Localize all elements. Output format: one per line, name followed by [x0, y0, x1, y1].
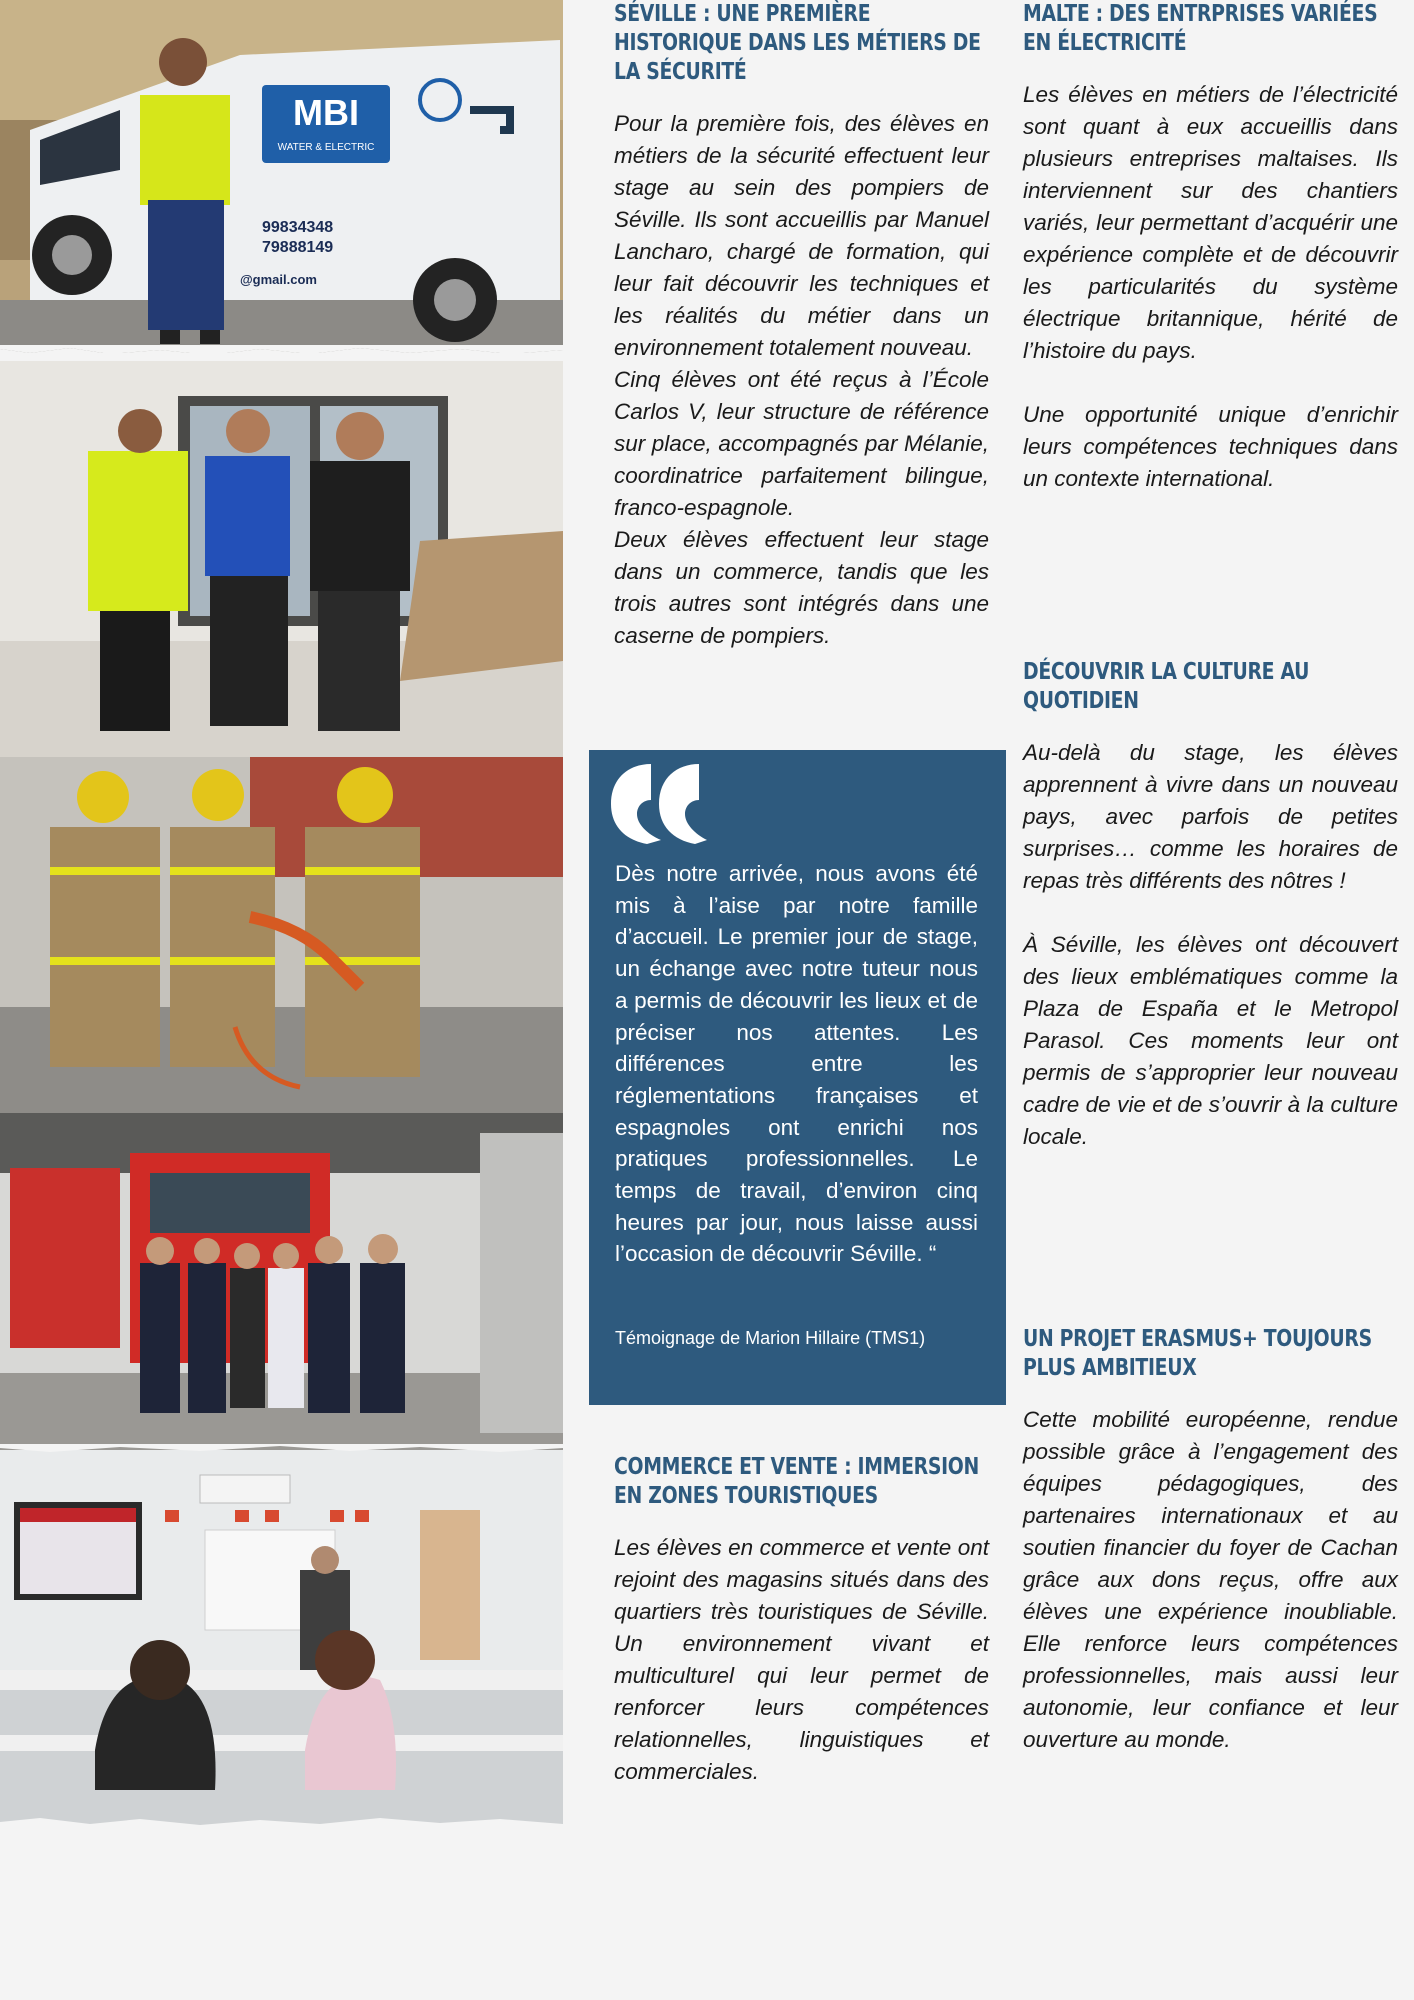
van-logo-subtext: WATER & ELECTRIC	[277, 142, 375, 153]
paragraph: Cinq élèves ont été reçus à l’École Carlos V, leur structure de référence sur place, accompagnés par Mélanie, coordinatrice parfaitement bilingue, franco-espagnole.	[614, 367, 989, 520]
torn-edge-divider	[0, 1816, 563, 1830]
paragraph: Deux élèves effectuent leur stage dans un commerce, tandis que les trois autres sont intégrés dans une caserne de pompiers.	[614, 527, 989, 648]
section-heading: UN PROJET ERASMUS+ TOUJOURS PLUS AMBITIEUX	[1023, 1326, 1372, 1381]
photo-firefighters-gear	[0, 757, 563, 1113]
section-heading: COMMERCE ET VENTE : IMMERSION EN ZONES TOURISTIQUES	[614, 1454, 979, 1509]
paragraph: Les élèves en métiers de l’électricité sont quant à eux accueillis dans plusieurs entreprises maltaises. Ils interviennent sur des chantiers variés, leur permettant d’acquérir une expérience complète et de découvrir les particularités du système électrique britannique, hérité de l’histoire du pays.	[1023, 82, 1398, 363]
section-seville-security	[614, 0, 989, 652]
section-erasmus	[1023, 1325, 1398, 1756]
photo-fire-station-group	[0, 1113, 563, 1450]
section-body	[1023, 737, 1398, 1153]
paragraph: Les élèves en commerce et vente ont rejoint des magasins situés dans des quartiers très touristiques de Séville. Un environnement vivant et multiculturel qui leur permet de renforcer leurs compétences relationnelles, linguistiques et commerciales.	[614, 1535, 989, 1784]
torn-edge-divider	[0, 1444, 563, 1454]
paragraph: Cette mobilité européenne, rendue possible grâce à l’engagement des équipes pédagogiques, des partenaires internationaux et au soutien financier du foyer de Cachan grâce aux dons reçus, offre aux élèves une expérience inoubliable. Elle renforce leurs compétences professionnelles, mais aussi leur autonomie, leur confiance et leur ouverture au monde.	[1023, 1407, 1398, 1752]
section-body	[614, 1532, 989, 1788]
section-body	[1023, 1404, 1398, 1756]
quote-mark-icon	[607, 760, 707, 846]
section-culture	[1023, 658, 1398, 1153]
section-body	[614, 108, 989, 652]
van-email: @gmail.com	[240, 272, 317, 287]
van-phone-2: 79888149	[262, 239, 334, 256]
section-heading: DÉCOUVRIR LA CULTURE AU QUOTIDIEN	[1023, 659, 1310, 714]
photo-strip	[0, 0, 563, 1830]
torn-edge-divider	[0, 345, 563, 359]
section-malta	[1023, 0, 1398, 495]
photo-apartment	[0, 361, 563, 757]
paragraph: Pour la première fois, des élèves en métiers de la sécurité effectuent leur stage au sein des pompiers de Séville. Ils sont accueillis par Manuel Lancharo, chargé de formation, qui leur fait découvrir les techniques et les réalités du métier dans un environnement totalement nouveau.	[614, 111, 989, 360]
paragraph: Une opportunité unique d’enrichir leurs compétences techniques dans un contexte international.	[1023, 402, 1398, 491]
section-heading: MALTE : DES ENTRPRISES VARIÉES EN ÉLECTRICITÉ	[1023, 1, 1378, 56]
van-logo-text: MBI	[293, 92, 359, 133]
section-heading: SÉVILLE : UNE PREMIÈRE HISTORIQUE DANS LES MÉTIERS DE LA SÉCURITÉ	[614, 1, 981, 85]
quote-text: Dès notre arrivée, nous avons été mis à l’aise par notre famille d’accueil. Le premier jour de stage, un échange avec notre tuteur nous a permis de découvrir les lieux et de préciser nos attentes. Les différences entre les réglementations françaises et espagnoles ont enrichi nos pratiques professionnelles. Le temps de travail, d’environ cinq heures par jour, nous laisse aussi l’occasion de découvrir Séville. “	[615, 861, 978, 1267]
photo-van	[0, 0, 563, 353]
photo-classroom	[0, 1450, 563, 1830]
section-body	[1023, 79, 1398, 495]
quote-author: Témoignage de Marion Hillaire (TMS1)	[615, 1328, 926, 1348]
testimonial-quote-box	[589, 750, 1006, 1405]
paragraph: À Séville, les élèves ont découvert des lieux emblématiques comme la Plaza de España et le Metropol Parasol. Ces moments leur ont permis de s’approprier leur nouveau cadre de vie et de s’ouvrir à la culture locale.	[1023, 932, 1398, 1149]
section-commerce	[614, 1453, 989, 1788]
paragraph: Au-delà du stage, les élèves apprennent à vivre dans un nouveau pays, avec parfois de petites surprises… comme les horaires de repas très différents des nôtres !	[1023, 740, 1398, 893]
van-phone-1: 99834348	[262, 219, 334, 236]
